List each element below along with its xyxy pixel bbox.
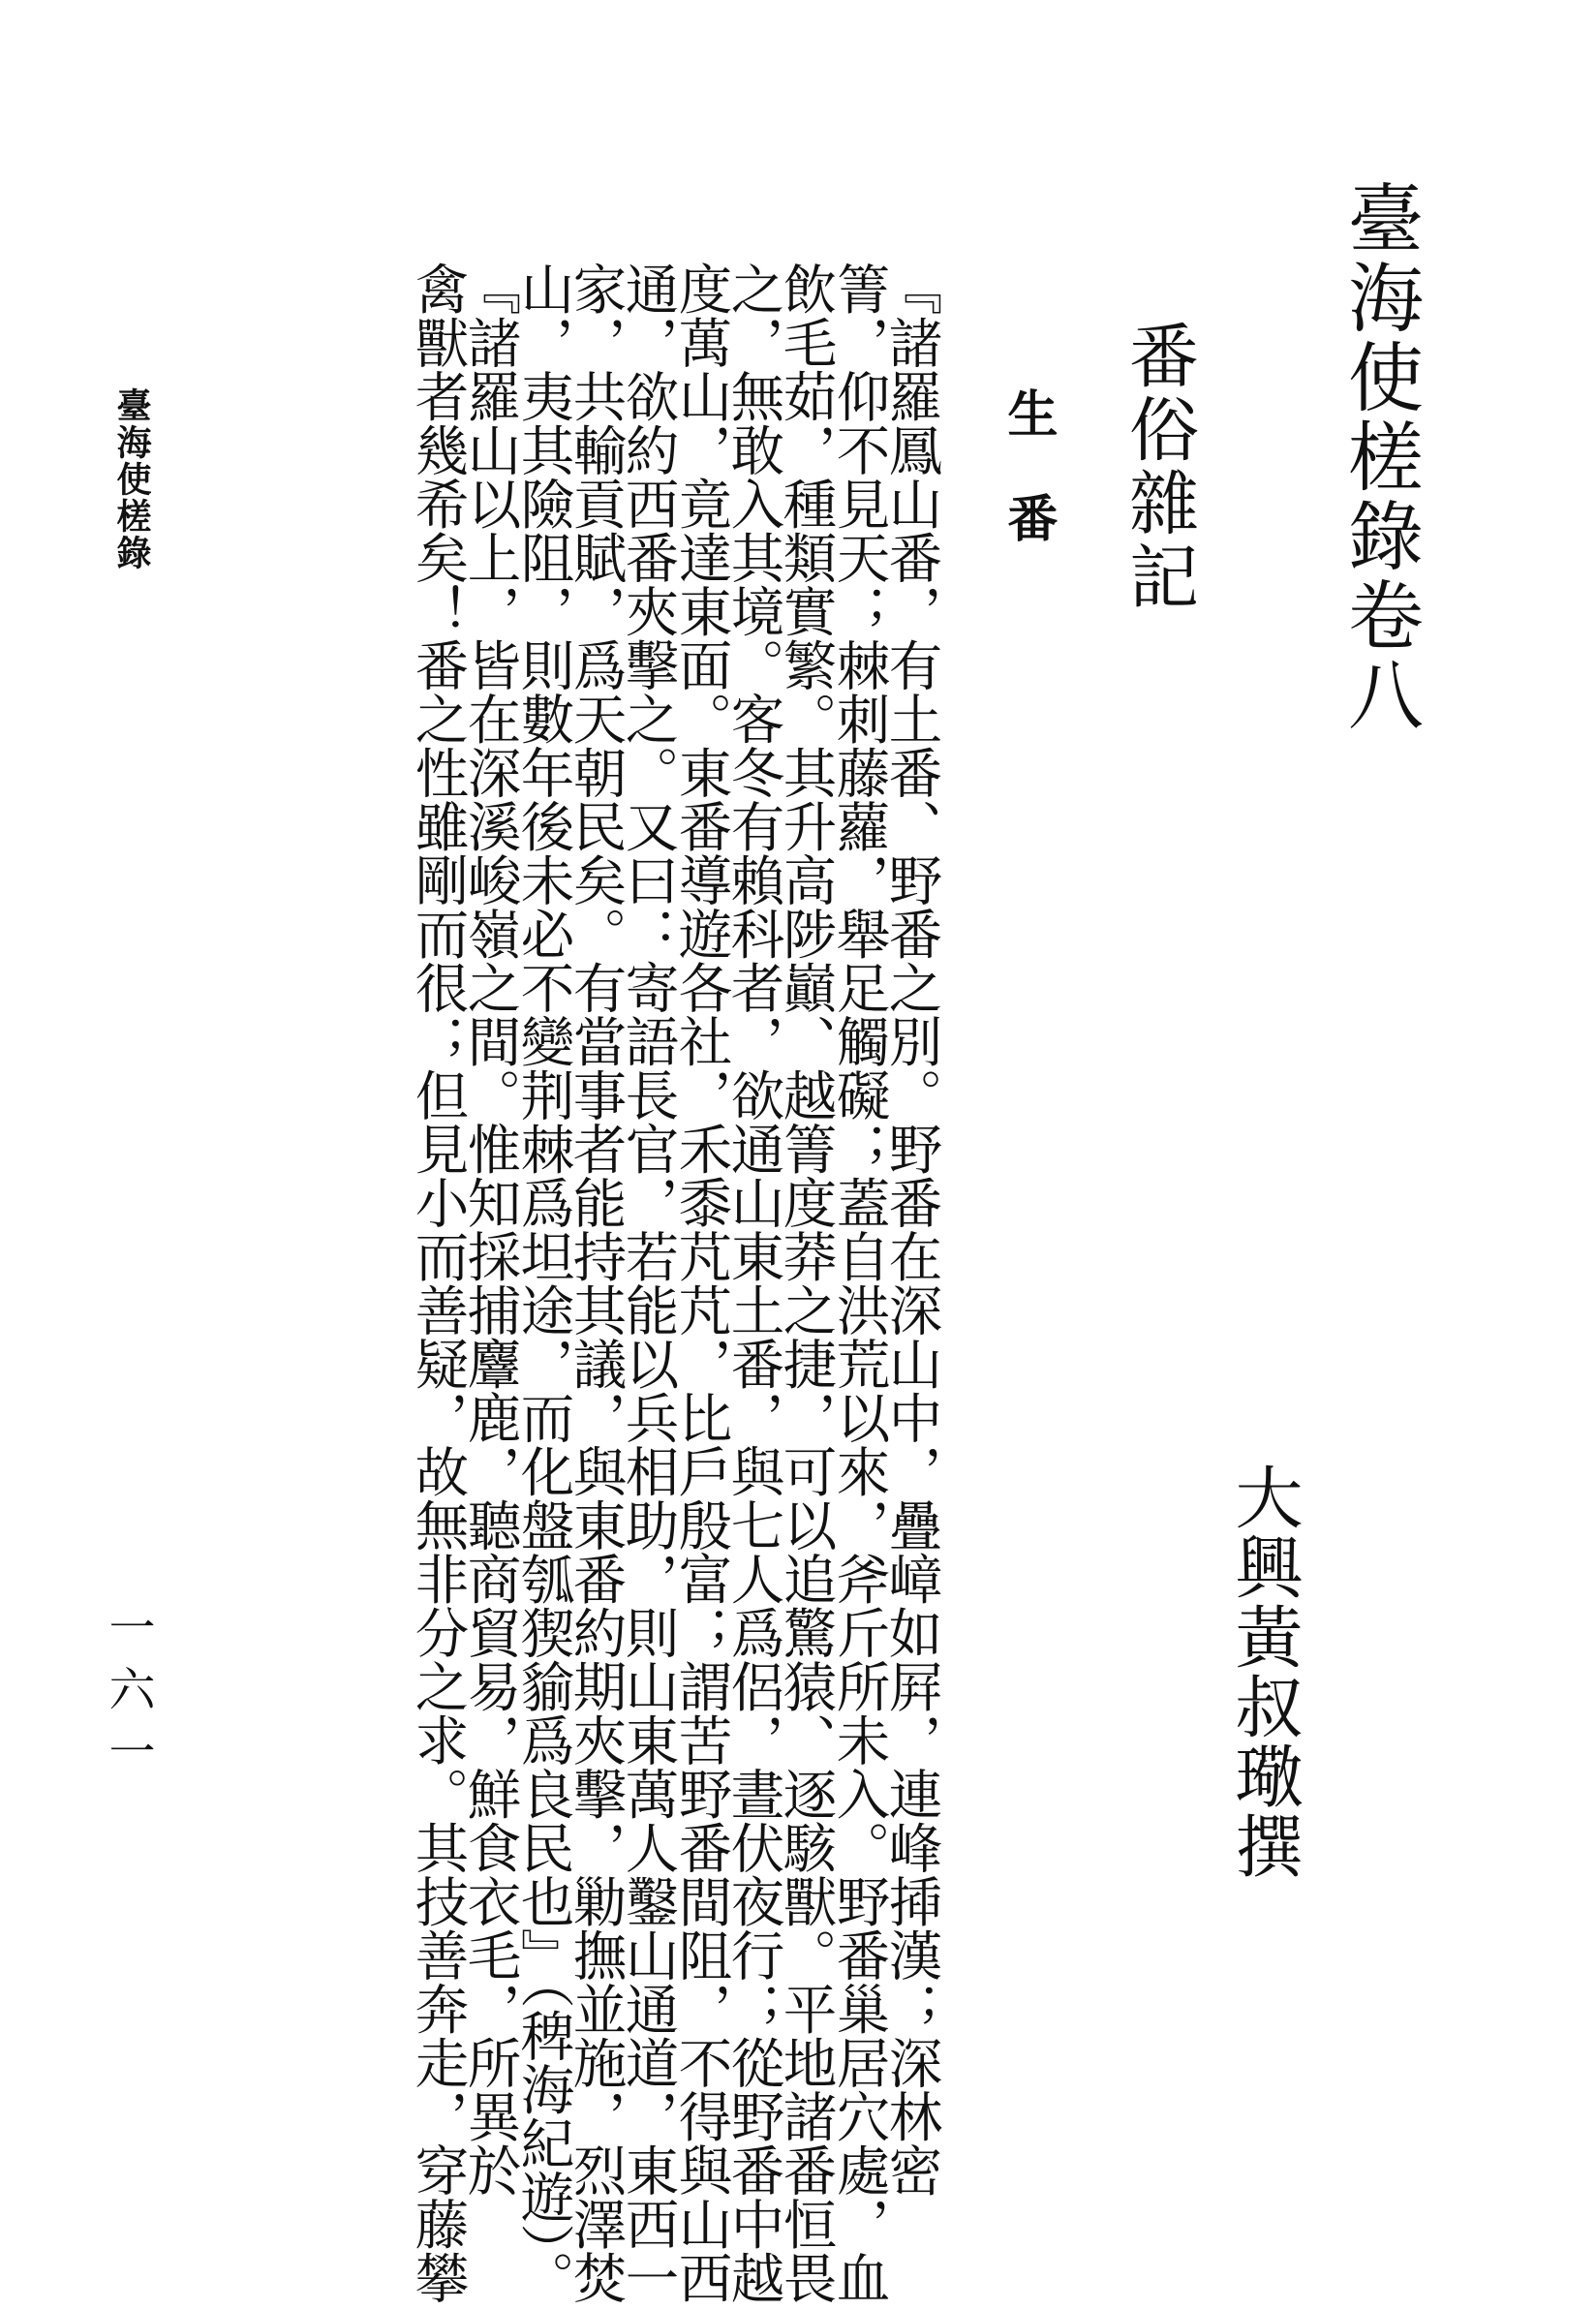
body-line-1: 『諸羅鳳山番，有土番、野番之別。野番在深山中，疊嶂如屛，連峰揷漢；深林密: [878, 262, 942, 2197]
body-line-2: 箐，仰不見天；棘刺藤蘿，舉足觸礙；蓋自洪荒以來，斧斤所未入。野番巢居穴處，血: [826, 262, 890, 2304]
body-line-8: 山，夷其險阻，則數年後未必不變荆棘爲坦途，而化盤瓠猰貐爲良民也』（稗海紀遊）。: [510, 262, 574, 2304]
subsection-title: 生番: [998, 387, 1058, 597]
body-line-10: 禽獸者幾希矣！番之性雖剛而很；但見小而善疑，故無非分之求。其技善奔走，穿藤攀: [405, 262, 469, 2304]
page-number: 一六一: [101, 1603, 155, 1789]
book-title: 臺海使槎錄卷八: [1335, 179, 1423, 735]
body-line-5: 度萬山，竟達東面。東番導遊各社，禾黍芃芃，比戶殷富；謂苦野番間阻，不得與山西: [668, 262, 732, 2304]
body-line-4: 之，無敢入其境。客冬有賴科者，欲通山東土番，與七人爲侶，晝伏夜行；從野番中越: [721, 262, 784, 2304]
body-line-6: 通，欲約西番夾擊之。又曰：寄語長官，若能以兵相助，則山東萬人鑿山通道，東西一: [615, 262, 679, 2304]
body-line-3: 飲毛茹，種類實繁。其升高陟巓、越箐度莽之捷，可以追驚猿、逐駭獸。平地諸番恒畏: [773, 262, 837, 2304]
section-title: 番俗雜記: [1118, 320, 1199, 614]
author-line: 大興黃叔璥撰: [1224, 1463, 1304, 1881]
running-footer-title: 臺海使槎錄: [111, 387, 152, 571]
body-line-9: 『諸羅山以上，皆在深溪峻嶺之間。惟知採捕麞鹿，聽商貿易，鮮食衣毛，所異於: [457, 262, 521, 2197]
body-line-7: 家，共輸貢賦，爲天朝民矣。有當事者能持其議，與東番約期夾擊，勦撫並施，烈澤焚: [563, 262, 627, 2304]
